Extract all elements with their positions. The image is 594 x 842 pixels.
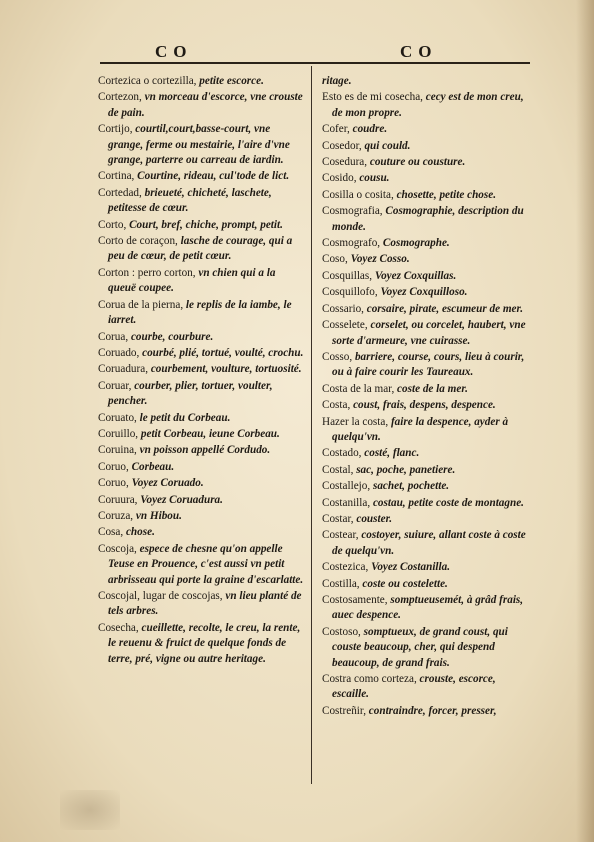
entry-translation: coudre. [352,123,388,136]
entry-headword: Coruura, [98,493,138,506]
entry-headword: Coruza, [98,509,134,522]
entry-translation: Corbeau. [131,460,175,473]
entry-headword: Costanilla, [322,496,371,509]
entry-translation: Voyez Cosso. [350,253,410,266]
entry-headword: Coso, [322,253,348,266]
dictionary-entry [98,169,304,184]
entry-headword: Coscojal, lugar de coscojas, [98,590,223,602]
entry-headword: Cortezica o cortezilla, [98,75,197,87]
entry-headword: Cosmografo, [322,237,381,250]
dictionary-entry [322,577,530,592]
entry-headword: Cosselete, [322,319,368,332]
page-edge-shadow [576,0,594,842]
dictionary-entry [98,621,304,667]
entry-translation: vn morceau d'escorce, vne crouste de pain. [108,91,303,119]
entry-translation: courbement, voulture, tortuosité. [150,363,302,376]
dictionary-entry [98,493,304,508]
entry-translation: vn chien qui a la queuë coupee. [108,266,276,295]
entry-translation: somptueusemét, à grâd frais, auec despence. [332,594,524,622]
dictionary-entry [322,382,530,397]
entry-headword: Costar, [322,512,354,525]
entry-headword: Cosido, [322,172,357,185]
dictionary-entry [322,593,530,624]
entry-translation: vn lieu planté de tels arbres. [108,590,302,618]
entry-headword: Cosso, [322,350,353,363]
dictionary-entry [98,427,304,442]
dictionary-entry [98,443,304,458]
dictionary-entry [322,269,530,284]
entry-translation: somptueux, de grand coust, qui couste beaucoup, cher, qui despend beaucoup, de grand frais. [332,625,508,669]
entry-translation: petite escorce. [199,75,264,87]
dictionary-entry [98,542,304,588]
entry-headword: Coruillo, [98,427,139,440]
dictionary-entry [322,463,530,478]
entry-translation: courber, plier, tortuer, voulter, pencher. [108,379,273,408]
dictionary-entry [322,122,530,137]
entry-translation: Voyez Costanilla. [371,561,451,574]
entry-headword: Coscoja, [98,542,137,555]
dictionary-entry [322,139,530,154]
entry-translation: chose. [125,526,155,539]
dictionary-entry [322,350,530,381]
entry-translation: barriere, course, cours, lieu à courir, ou à faire courir les Taureaux. [332,350,525,379]
entry-headword: Cofer, [322,123,350,136]
entry-translation: costau, petite coste de montagne. [372,496,524,509]
dictionary-entry [322,625,530,671]
entry-translation: sac, poche, panetiere. [356,463,456,476]
entry-headword: Coruo, [98,477,129,490]
dictionary-entry [322,398,530,413]
entry-translation: vn Hibou. [135,509,182,522]
dictionary-entry [98,122,304,168]
paper-stain [60,790,120,830]
entry-translation: courtil,court,basse-court, vne grange, ferme ou mestairie, l'aire d'vne grange, parterre ou carreau de iardin. [108,123,290,167]
entry-headword: Cortijo, [98,123,133,136]
entry-translation: sachet, pochette. [372,480,450,493]
dictionary-entry [322,672,530,703]
entry-translation: brieueté, chicheté, laschete, petitesse de cœur. [108,186,272,215]
entry-translation: le replis de la iambe, le iarret. [108,298,292,327]
dictionary-entry [322,204,530,235]
entry-translation: Voyez Coxquillas. [374,269,457,282]
entry-headword: Coruado, [98,346,140,359]
entry-translation: couture ou cousture. [369,156,466,169]
entry-translation: cousu. [359,172,390,185]
dictionary-entry [98,74,304,89]
entry-translation: coust, frais, despens, despence. [353,399,496,412]
entry-translation: costoyer, suiure, allant coste à coste de quelqu'vn. [332,529,526,557]
dictionary-entry [98,330,304,345]
entry-headword: Cortedad, [98,186,142,199]
dictionary-entry [322,512,530,527]
left-column [98,74,304,668]
entry-translation: qui could. [364,139,411,152]
dictionary-entry [322,479,530,494]
entry-translation: courbé, plié, tortué, voulté, crochu. [142,346,304,359]
entry-headword: Costado, [322,447,362,460]
entry-headword: Costal, [322,463,354,476]
entry-translation: courbe, courbure. [130,330,214,343]
header-rule [100,62,530,64]
entry-translation: Cosmographie, description du monde. [332,205,524,233]
dictionary-entry [98,509,304,524]
entry-headword: Costa de la mar, [322,382,395,395]
dictionary-entry [322,560,530,575]
column-divider [311,66,312,784]
entry-headword: Cortina, [98,170,135,183]
dictionary-entry [322,90,530,121]
dictionary-entry [322,155,530,170]
entry-translation: crouste, escorce, escaille. [332,673,496,701]
right-column [322,74,530,720]
dictionary-entry [322,252,530,267]
entry-headword: Costallejo, [322,480,371,493]
entry-headword: Corto, [98,218,127,231]
dictionary-entry [98,379,304,410]
entry-translation: lasche de courage, qui a peu de cœur, de petit cœur. [108,235,293,263]
entry-headword: Costa, [322,399,351,412]
dictionary-entry [322,528,530,559]
dictionary-entry [98,476,304,491]
entry-headword: Esto es de mi cosecha, [322,91,423,104]
dictionary-entry [322,285,530,300]
dictionary-entry [98,589,304,620]
entry-headword: Costosamente, [322,594,388,606]
entry-translation: Voyez Coruadura. [140,493,223,506]
entry-translation: ritage. [322,75,352,87]
entry-translation: faire la despence, ayder à quelqu'vn. [332,415,509,443]
entry-headword: Coruato, [98,411,137,424]
entry-translation: Court, bref, chiche, prompt, petit. [129,218,283,231]
entry-headword: Costilla, [322,577,360,590]
entry-headword: Corua, [98,330,129,343]
entry-headword: Costezica, [322,561,369,574]
dictionary-entry [98,266,304,297]
entry-translation: cueillette, recolte, le creu, la rente, le reuenu & fruict de quelque fonds de terre, pré, vigne ou autre heritage. [108,621,301,665]
dictionary-entry [322,236,530,251]
entry-translation: coste de la mer. [397,382,468,395]
entry-headword: Corua de la pierna, [98,298,184,311]
entry-translation: petit Corbeau, ieune Corbeau. [140,427,280,440]
entry-translation: cecy est de mon creu, de mon propre. [332,91,524,119]
entry-translation: espece de chesne qu'on appelle Teuse en Prouence, c'est aussi vn petit arbrisseau qui porte la graine d'escarlatte. [108,542,304,586]
entry-headword: Corton : perro corton, [98,266,196,279]
entry-headword: Cosedor, [322,139,362,152]
dictionary-entry [98,218,304,233]
entry-headword: Corto de coraçon, [98,235,178,248]
dictionary-entry [322,496,530,511]
dictionary-entry [322,74,530,89]
dictionary-entry [322,188,530,203]
entry-translation: Voyez Coxquilloso. [380,286,468,299]
entry-headword: Cosquillas, [322,269,373,282]
running-header [100,42,530,62]
entry-headword: Cossario, [322,302,364,315]
header-left-letters: CO [155,42,193,61]
dictionary-entry [98,346,304,361]
dictionary-entry [322,171,530,186]
entry-headword: Cosecha, [98,621,139,634]
entry-translation: contraindre, forcer, presser, [368,704,497,717]
entry-translation: Voyez Coruado. [131,477,204,490]
entry-translation: coste ou costelette. [362,577,448,590]
entry-headword: Cosilla o cosita, [322,188,394,201]
entry-translation: corselet, ou corcelet, haubert, vne sorte d'armeure, vne cuirasse. [332,319,526,347]
dictionary-entry [98,186,304,217]
dictionary-entry [322,446,530,461]
entry-headword: Costoso, [322,625,361,638]
entry-translation: Cosmographe. [382,237,450,250]
entry-translation: costé, flanc. [364,447,420,460]
dictionary-entry [98,411,304,426]
dictionary-entry [98,460,304,475]
dictionary-entry [322,704,530,719]
entry-headword: Coruina, [98,444,137,457]
dictionary-entry [98,362,304,377]
entry-headword: Hazer la costa, [322,415,389,428]
entry-translation: Courtine, rideau, cul'tode de lict. [137,170,290,183]
entry-headword: Costra como corteza, [322,673,417,686]
entry-headword: Costreñir, [322,704,366,717]
dictionary-entry [98,90,304,121]
dictionary-entry [322,415,530,446]
entry-headword: Cosedura, [322,156,368,169]
dictionary-entry [98,525,304,540]
entry-translation: chosette, petite chose. [396,188,496,201]
entry-translation: couster. [356,512,393,525]
dictionary-entry [98,298,304,329]
dictionary-entry [98,234,304,265]
dictionary-entry [322,318,530,349]
entry-headword: Coruar, [98,379,132,392]
entry-headword: Cosquillofo, [322,286,378,299]
entry-headword: Costear, [322,529,359,542]
entry-headword: Cosa, [98,526,124,539]
entry-headword: Cosmografia, [322,205,383,218]
entry-headword: Cortezon, [98,91,142,104]
entry-translation: vn poisson appellé Cordudo. [139,444,271,457]
entry-translation: le petit du Corbeau. [139,411,231,424]
entry-translation: corsaire, pirate, escumeur de mer. [366,302,524,315]
header-right-letters: CO [400,42,438,61]
entry-headword: Coruo, [98,460,129,473]
dictionary-entry [322,302,530,317]
entry-headword: Coruadura, [98,363,149,376]
